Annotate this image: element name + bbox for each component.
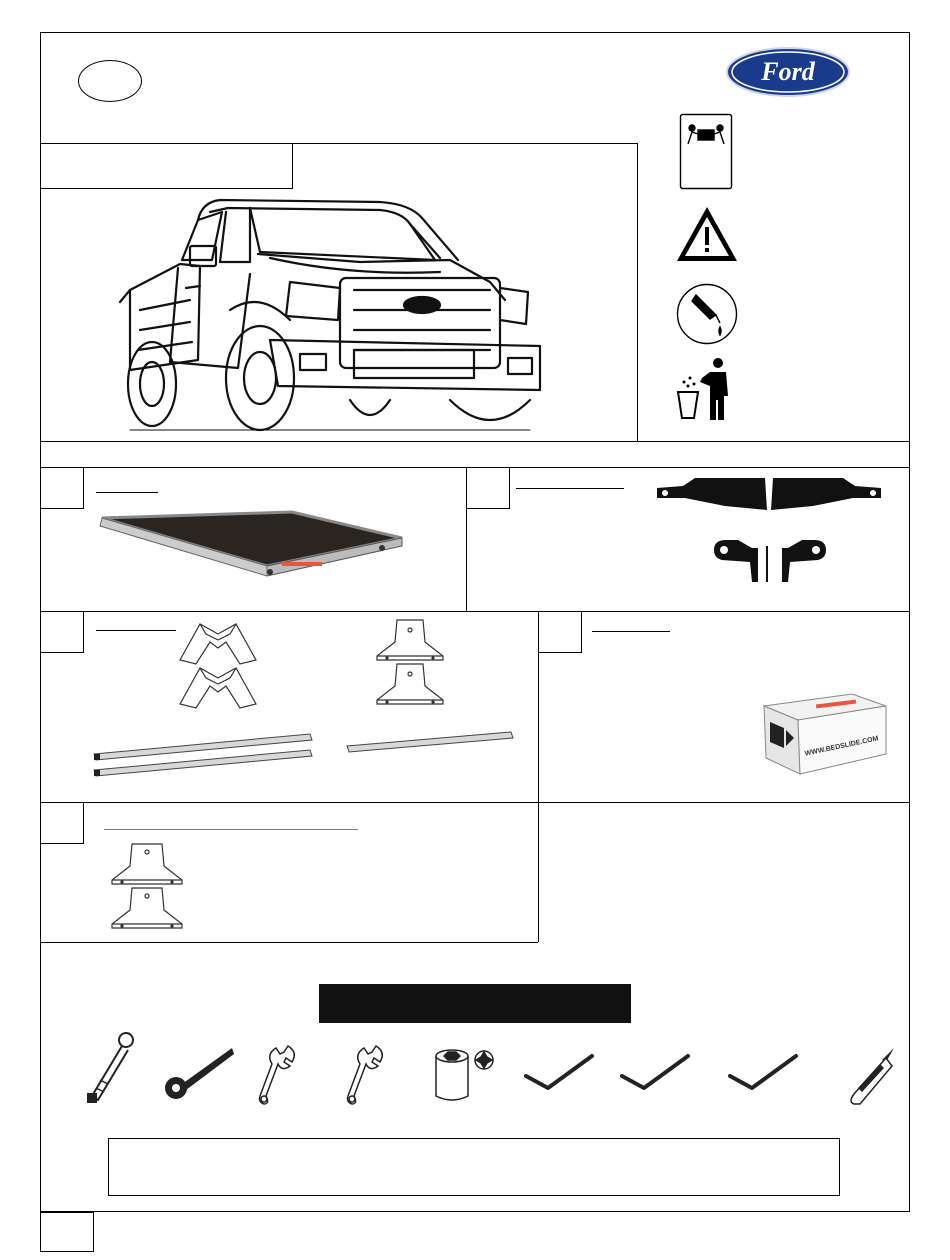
part-4-number-box — [538, 611, 582, 653]
two-person-lift-icon — [680, 114, 732, 189]
rail-pair — [92, 732, 314, 778]
optional-spacer-2 — [110, 886, 184, 930]
part-1-number-box — [40, 467, 84, 509]
optional-spacer-1 — [110, 842, 184, 886]
part-2-title-underline — [516, 488, 624, 489]
hardware-box-image — [760, 692, 890, 776]
hex-key-icon — [522, 1052, 596, 1094]
notes-box — [108, 1138, 840, 1196]
long-bracket-pair — [655, 476, 883, 514]
dispose-trash-icon — [676, 356, 732, 420]
truck-illustration — [110, 190, 550, 440]
torque-wrench-icon — [82, 1030, 138, 1104]
hex-key-icon — [726, 1052, 800, 1094]
corner-spacer-1 — [178, 620, 258, 666]
hardware-box-website: WWW.BEDSLIDE.COM — [804, 735, 880, 758]
part-1-title-underline — [96, 492, 158, 493]
torx-socket-icon — [434, 1046, 494, 1104]
single-rail — [345, 728, 515, 754]
flat-spacer-2 — [375, 662, 445, 706]
combination-wrench-icon — [346, 1044, 386, 1106]
flat-spacer-1 — [375, 618, 445, 662]
part-5-title-underline — [104, 829, 358, 830]
part-4-title-underline — [592, 631, 670, 632]
part-3-title-underline — [96, 630, 176, 631]
ford-logo-text: Ford — [761, 57, 815, 86]
page-number-box — [40, 1212, 94, 1252]
short-bracket-pair — [712, 536, 828, 584]
lubricant-oil-icon — [676, 283, 738, 345]
ford-logo — [726, 47, 850, 97]
bedslide-product-image — [92, 508, 407, 583]
corner-spacer-2 — [178, 664, 258, 710]
vehicle-tag-box — [40, 143, 293, 189]
tools-title-bar — [319, 984, 631, 1023]
utility-knife-icon — [846, 1046, 898, 1106]
page-oval — [78, 60, 142, 102]
part-2-number-box — [466, 467, 510, 509]
part-3-number-box — [40, 611, 84, 653]
hex-key-icon — [618, 1052, 692, 1094]
ratchet-icon — [162, 1044, 236, 1102]
combination-wrench-icon — [258, 1044, 298, 1106]
warning-triangle-icon — [675, 205, 739, 263]
part-5-number-box — [40, 802, 84, 844]
